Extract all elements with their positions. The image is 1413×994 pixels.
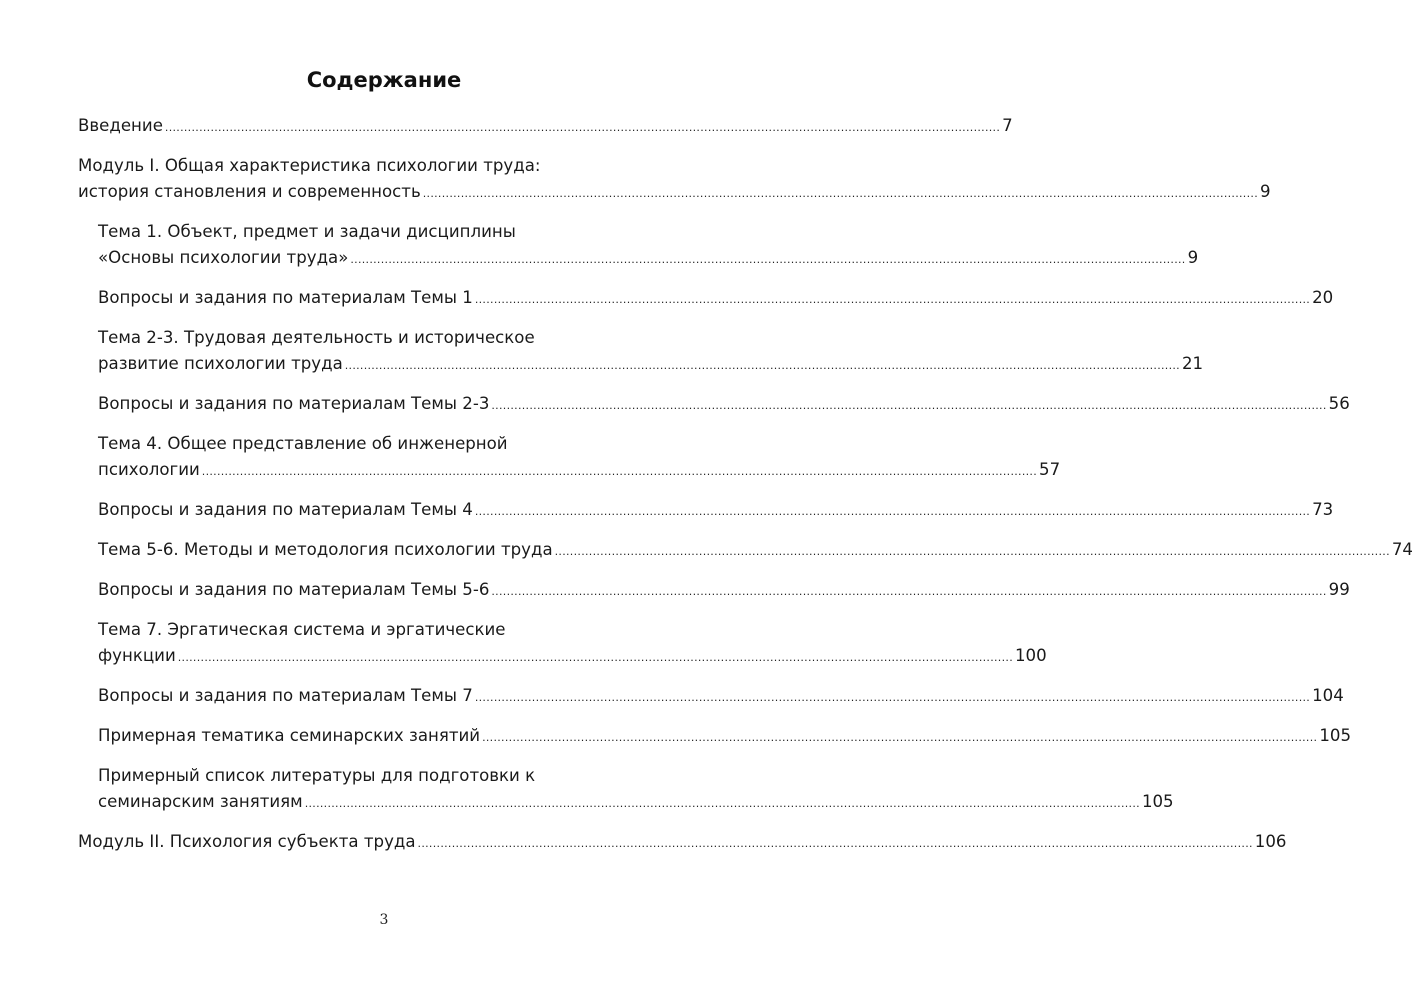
toc-entry[interactable]: [98, 391, 1350, 419]
toc-entry-page: 7: [1002, 116, 1013, 135]
table-of-contents: [78, 113, 1413, 857]
toc-entry-page: 9: [1187, 248, 1199, 267]
toc-entry-title-line: Тема 1. Объект, предмет и задачи дисциплины: [98, 222, 516, 241]
toc-entry-row: [98, 723, 1352, 751]
dot-leader: ............................................................................................................................................................................................................................: [491, 585, 1327, 598]
page-title: Содержание: [306, 68, 462, 92]
toc-entry-title: Вопросы и задания по материалам Темы 4: [98, 500, 473, 519]
toc-entry-title: «Основы психологии труда»: [98, 248, 349, 267]
toc-entry-title: Тема 5-6. Методы и методология психологии труда: [98, 540, 553, 559]
toc-entry-row: [78, 179, 1271, 207]
toc-entry-row: [98, 789, 1174, 817]
toc-entry-page: 56: [1328, 394, 1350, 413]
toc-entry-page: 104: [1312, 686, 1344, 705]
dot-leader: ............................................................................................................................................................................................................................: [474, 293, 1311, 306]
toc-entry-page: 73: [1312, 500, 1334, 519]
toc-entry-row: [78, 113, 1013, 141]
dot-leader: ............................................................................................................................................................................................................................: [491, 399, 1327, 412]
toc-entry-row: [98, 457, 1061, 485]
toc-entry-page: 106: [1254, 832, 1287, 851]
dot-leader: ............................................................................................................................................................................................................................: [350, 253, 1186, 266]
dot-leader: ............................................................................................................................................................................................................................: [482, 731, 1318, 744]
toc-entry[interactable]: [98, 723, 1352, 751]
toc-entry-title: Вопросы и задания по материалам Темы 7: [98, 686, 473, 705]
toc-entry-row: [98, 245, 1199, 273]
toc-entry-title: Вопросы и задания по материалам Темы 2-3: [98, 394, 490, 413]
toc-entry-title: развитие психологии труда: [98, 354, 343, 373]
toc-entry-page: 74: [1391, 540, 1413, 559]
toc-entry[interactable]: [98, 617, 1047, 671]
toc-entry-page: 21: [1181, 354, 1204, 373]
toc-entry[interactable]: [98, 537, 1413, 565]
toc-entry-title-line: Тема 7. Эргатическая система и эргатические: [98, 620, 506, 639]
dot-leader: ............................................................................................................................................................................................................................: [344, 359, 1180, 372]
page-number: 3: [379, 912, 389, 928]
toc-entry-title-line: Тема 4. Общее представление об инженерной: [98, 434, 508, 453]
toc-entry-title: Вопросы и задания по материалам Темы 1: [98, 288, 473, 307]
dot-leader: ............................................................................................................................................................................................................................: [417, 837, 1253, 850]
toc-entry-title: психологии: [98, 460, 200, 479]
toc-entry-page: 57: [1039, 460, 1061, 479]
toc-entry-page: 20: [1312, 288, 1334, 307]
dot-leader: ............................................................................................................................................................................................................................: [177, 651, 1013, 664]
toc-entry-title: семинарским занятиям: [98, 792, 303, 811]
toc-entry-title-line: Примерный список литературы для подготовки к: [98, 766, 536, 785]
dot-leader: ............................................................................................................................................................................................................................: [201, 465, 1038, 478]
toc-entry-title: Примерная тематика семинарских занятий: [98, 726, 481, 745]
toc-entry[interactable]: [98, 285, 1334, 313]
toc-entry-row: [98, 391, 1350, 419]
toc-entry-page: 99: [1328, 580, 1350, 599]
toc-entry-title: история становления и современность: [78, 182, 421, 201]
toc-entry[interactable]: [98, 577, 1350, 605]
toc-entry-title-line: Тема 2-3. Трудовая деятельность и историческое: [98, 328, 535, 347]
toc-entry-title-line: Модуль I. Общая характеристика психологии труда:: [78, 156, 541, 175]
toc-entry[interactable]: [78, 153, 1271, 207]
toc-entry-row: [98, 683, 1344, 711]
toc-entry-row: [98, 285, 1334, 313]
toc-entry-row: [98, 577, 1350, 605]
toc-entry[interactable]: [98, 683, 1344, 711]
dot-leader: ............................................................................................................................................................................................................................: [164, 121, 1001, 134]
dot-leader: ............................................................................................................................................................................................................................: [474, 691, 1311, 704]
toc-entry-row: [98, 643, 1047, 671]
toc-entry-title: функции: [98, 646, 176, 665]
toc-entry[interactable]: [98, 431, 1061, 485]
toc-entry-page: 105: [1319, 726, 1352, 745]
toc-entry-page: 105: [1141, 792, 1174, 811]
toc-entry-row: [98, 537, 1413, 565]
toc-entry-page: 9: [1260, 182, 1271, 201]
dot-leader: ............................................................................................................................................................................................................................: [422, 187, 1258, 200]
toc-entry[interactable]: [98, 219, 1199, 273]
dot-leader: ............................................................................................................................................................................................................................: [554, 545, 1390, 558]
dot-leader: ............................................................................................................................................................................................................................: [474, 505, 1311, 518]
toc-entry[interactable]: [78, 113, 1013, 141]
toc-entry-title: Модуль II. Психология субъекта труда: [78, 832, 416, 851]
toc-entry-title: Введение: [78, 116, 163, 135]
toc-entry-page: 100: [1015, 646, 1047, 665]
toc-entry[interactable]: [98, 497, 1334, 525]
toc-entry[interactable]: [98, 763, 1174, 817]
toc-entry[interactable]: [78, 829, 1287, 857]
toc-entry[interactable]: [98, 325, 1204, 379]
toc-entry-row: [78, 829, 1287, 857]
toc-entry-row: [98, 351, 1204, 379]
dot-leader: ............................................................................................................................................................................................................................: [304, 797, 1140, 810]
toc-entry-title: Вопросы и задания по материалам Темы 5-6: [98, 580, 490, 599]
toc-entry-row: [98, 497, 1334, 525]
